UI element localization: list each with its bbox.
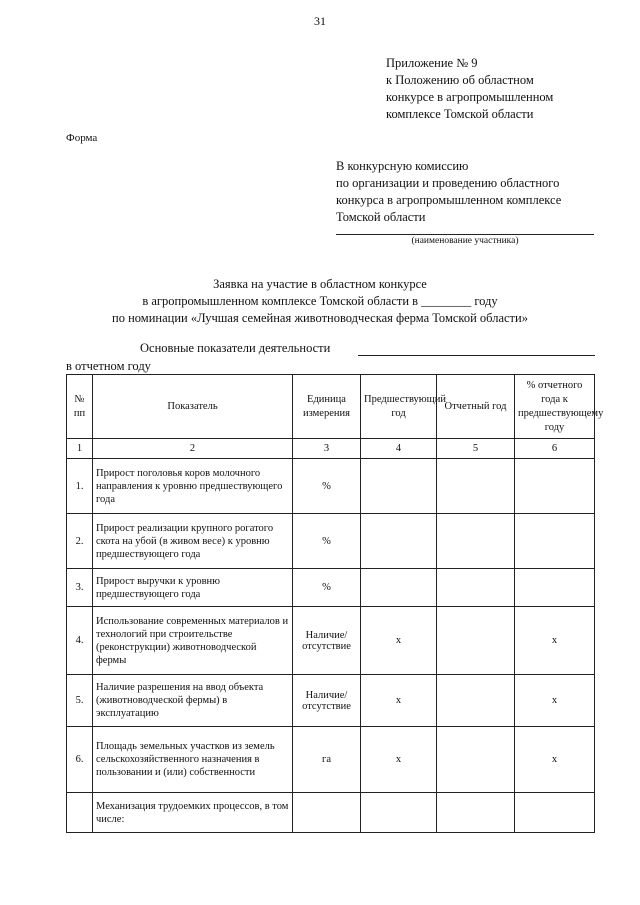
row-number: 5. xyxy=(67,675,93,727)
application-title xyxy=(0,276,640,327)
addressee-line: Томской области xyxy=(336,210,426,224)
indicator-cell: Площадь земельных участков из земель сельскохозяйственного назначения в пользовании и (или) собственности xyxy=(93,727,293,793)
unit-cell: га xyxy=(293,727,361,793)
participant-caption: (наименование участника) xyxy=(411,236,519,246)
appendix-line: к Положению об областном xyxy=(386,73,534,87)
table-row xyxy=(67,459,595,514)
indicator-cell: Прирост выручки к уровню предшествующего года xyxy=(93,569,293,607)
row-number: 4. xyxy=(67,607,93,675)
unit-cell: % xyxy=(293,459,361,514)
header-row xyxy=(67,375,595,439)
column-number-row xyxy=(67,439,595,459)
indicator-cell: Механизация трудоемких процессов, в том числе: xyxy=(93,793,293,833)
table-row xyxy=(67,727,595,793)
indicators-table xyxy=(66,374,604,833)
column-number: 5 xyxy=(437,439,515,459)
col-header-prev-year: Предшествующий год xyxy=(361,375,437,439)
indicators-label: Основные показатели деятельности xyxy=(140,341,331,355)
indicator-cell: Прирост поголовья коров молочного направления к уровню предшествующего года xyxy=(93,459,293,514)
addressee-line: по организации и проведению областного xyxy=(336,176,560,190)
col-header-indicator: Показатель xyxy=(93,375,293,439)
percent-cell[interactable] xyxy=(515,569,595,607)
percent-cell: x xyxy=(515,607,595,675)
participant-name-line xyxy=(336,234,594,235)
row-number: 1. xyxy=(67,459,93,514)
column-number: 4 xyxy=(361,439,437,459)
percent-cell[interactable] xyxy=(515,459,595,514)
table-row xyxy=(67,569,595,607)
current-year-cell[interactable] xyxy=(437,675,515,727)
col-header-unit: Единица измерения xyxy=(293,375,361,439)
unit-cell: Наличие/ отсутствие xyxy=(293,607,361,675)
appendix-line: конкурсе в агропромышленном xyxy=(386,90,554,104)
unit-cell: Наличие/ отсутствие xyxy=(293,675,361,727)
indicator-cell: Наличие разрешения на ввод объекта (животноводческой фермы) в эксплуатацию xyxy=(93,675,293,727)
table-row xyxy=(67,607,595,675)
prev-year-cell: x xyxy=(361,607,437,675)
prev-year-cell[interactable] xyxy=(361,514,437,569)
current-year-cell[interactable] xyxy=(437,793,515,833)
col-header-percent: % отчетного года к предшествующему году xyxy=(515,375,595,439)
addressee-block xyxy=(336,158,561,226)
indicator-cell: Прирост реализации крупного рогатого скота на убой (в живом весе) к уровню предшествующего года xyxy=(93,514,293,569)
percent-cell[interactable] xyxy=(515,793,595,833)
current-year-cell[interactable] xyxy=(437,727,515,793)
current-year-cell[interactable] xyxy=(437,607,515,675)
title-line: в агропромышленном комплексе Томской области в ________ году xyxy=(142,294,498,308)
title-line: Заявка на участие в областном конкурсе xyxy=(213,277,427,291)
period-label: в отчетном году xyxy=(66,359,151,373)
prev-year-cell: x xyxy=(361,727,437,793)
column-number: 1 xyxy=(67,439,93,459)
unit-cell: % xyxy=(293,569,361,607)
indicators-blank-line xyxy=(358,355,595,356)
title-line: по номинации «Лучшая семейная животноводческая ферма Томской области» xyxy=(112,311,528,325)
percent-cell: x xyxy=(515,727,595,793)
appendix-line: Приложение № 9 xyxy=(386,56,478,70)
unit-cell xyxy=(293,793,361,833)
current-year-cell[interactable] xyxy=(437,569,515,607)
column-number: 3 xyxy=(293,439,361,459)
table-row xyxy=(67,793,595,833)
form-label: Форма xyxy=(66,132,98,144)
row-number: 6. xyxy=(67,727,93,793)
indicator-cell: Использование современных материалов и технологий при строительстве (реконструкции) животноводческой фермы xyxy=(93,607,293,675)
table-row xyxy=(67,514,595,569)
prev-year-cell[interactable] xyxy=(361,569,437,607)
current-year-cell[interactable] xyxy=(437,459,515,514)
appendix-line: комплексе Томской области xyxy=(386,107,534,121)
col-header-current-year: Отчетный год xyxy=(437,375,515,439)
page-number: 31 xyxy=(314,14,326,28)
percent-cell[interactable] xyxy=(515,514,595,569)
prev-year-cell[interactable] xyxy=(361,793,437,833)
row-number: 3. xyxy=(67,569,93,607)
current-year-cell[interactable] xyxy=(437,514,515,569)
addressee-line: конкурса в агропромышленном комплексе xyxy=(336,193,562,207)
col-header-number: № пп xyxy=(67,375,93,439)
row-number: 2. xyxy=(67,514,93,569)
prev-year-cell[interactable] xyxy=(361,459,437,514)
appendix-block xyxy=(386,55,553,123)
unit-cell: % xyxy=(293,514,361,569)
addressee-line: В конкурсную комиссию xyxy=(336,159,469,173)
table-row xyxy=(67,675,595,727)
prev-year-cell: x xyxy=(361,675,437,727)
column-number: 6 xyxy=(515,439,595,459)
percent-cell: x xyxy=(515,675,595,727)
column-number: 2 xyxy=(93,439,293,459)
row-number xyxy=(67,793,93,833)
